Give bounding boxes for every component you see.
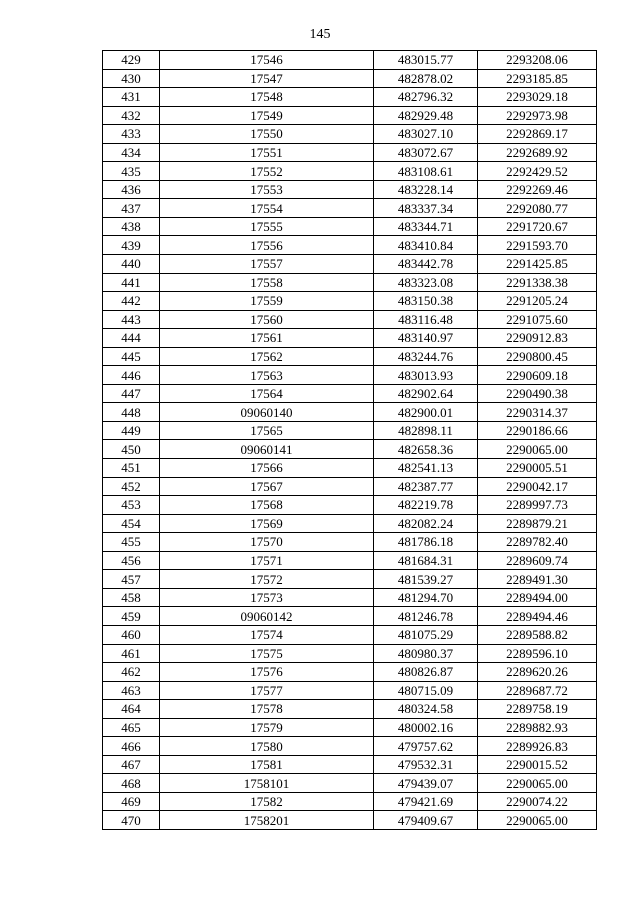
point-id-cell: 17578	[160, 700, 374, 719]
point-number-cell: 469	[103, 792, 160, 811]
point-number-cell: 461	[103, 644, 160, 663]
point-number-cell: 432	[103, 106, 160, 125]
x-coordinate-cell: 479409.67	[374, 811, 478, 830]
point-number-cell: 458	[103, 588, 160, 607]
point-number-cell: 449	[103, 421, 160, 440]
point-number-cell: 448	[103, 403, 160, 422]
point-id-cell: 17581	[160, 755, 374, 774]
point-id-cell: 17553	[160, 180, 374, 199]
x-coordinate-cell: 482900.01	[374, 403, 478, 422]
point-number-cell: 450	[103, 440, 160, 459]
x-coordinate-cell: 482902.64	[374, 384, 478, 403]
y-coordinate-cell: 2289758.19	[478, 700, 597, 719]
point-id-cell: 17564	[160, 384, 374, 403]
point-id-cell: 17565	[160, 421, 374, 440]
point-id-cell: 17575	[160, 644, 374, 663]
x-coordinate-cell: 483108.61	[374, 162, 478, 181]
y-coordinate-cell: 2290186.66	[478, 421, 597, 440]
table-row	[103, 217, 597, 236]
y-coordinate-cell: 2290314.37	[478, 403, 597, 422]
y-coordinate-cell: 2289926.83	[478, 737, 597, 756]
table-row	[103, 663, 597, 682]
point-number-cell: 435	[103, 162, 160, 181]
y-coordinate-cell: 2289882.93	[478, 718, 597, 737]
point-number-cell: 430	[103, 69, 160, 88]
table-row	[103, 681, 597, 700]
table-row	[103, 180, 597, 199]
point-id-cell: 17574	[160, 625, 374, 644]
point-id-cell: 17547	[160, 69, 374, 88]
y-coordinate-cell: 2289997.73	[478, 496, 597, 515]
point-id-cell: 17550	[160, 125, 374, 144]
point-number-cell: 463	[103, 681, 160, 700]
table-row	[103, 811, 597, 830]
table-row	[103, 329, 597, 348]
point-number-cell: 466	[103, 737, 160, 756]
point-id-cell: 17556	[160, 236, 374, 255]
point-number-cell: 468	[103, 774, 160, 793]
y-coordinate-cell: 2290609.18	[478, 366, 597, 385]
point-number-cell: 439	[103, 236, 160, 255]
point-id-cell: 09060142	[160, 607, 374, 626]
y-coordinate-cell: 2290005.51	[478, 459, 597, 478]
point-number-cell: 460	[103, 625, 160, 644]
point-id-cell: 17579	[160, 718, 374, 737]
point-id-cell: 17571	[160, 551, 374, 570]
x-coordinate-cell: 480826.87	[374, 663, 478, 682]
point-id-cell: 09060140	[160, 403, 374, 422]
y-coordinate-cell: 2291338.38	[478, 273, 597, 292]
x-coordinate-cell: 483027.10	[374, 125, 478, 144]
y-coordinate-cell: 2292080.77	[478, 199, 597, 218]
page-number: 145	[309, 27, 331, 42]
point-id-cell: 17554	[160, 199, 374, 218]
y-coordinate-cell: 2289491.30	[478, 570, 597, 589]
table-row	[103, 514, 597, 533]
table-row	[103, 125, 597, 144]
x-coordinate-cell: 483410.84	[374, 236, 478, 255]
x-coordinate-cell: 479421.69	[374, 792, 478, 811]
table-row	[103, 755, 597, 774]
point-id-cell: 17572	[160, 570, 374, 589]
table-row	[103, 366, 597, 385]
y-coordinate-cell: 2291075.60	[478, 310, 597, 329]
x-coordinate-cell: 479439.07	[374, 774, 478, 793]
point-id-cell: 17557	[160, 255, 374, 274]
point-number-cell: 454	[103, 514, 160, 533]
point-number-cell: 465	[103, 718, 160, 737]
x-coordinate-cell: 481246.78	[374, 607, 478, 626]
table-row	[103, 88, 597, 107]
x-coordinate-cell: 482541.13	[374, 459, 478, 478]
y-coordinate-cell: 2292269.46	[478, 180, 597, 199]
x-coordinate-cell: 483015.77	[374, 51, 478, 70]
x-coordinate-cell: 479532.31	[374, 755, 478, 774]
y-coordinate-cell: 2290065.00	[478, 774, 597, 793]
point-id-cell: 17573	[160, 588, 374, 607]
x-coordinate-cell: 483337.34	[374, 199, 478, 218]
point-number-cell: 447	[103, 384, 160, 403]
table-row	[103, 551, 597, 570]
x-coordinate-cell: 483072.67	[374, 143, 478, 162]
table-row	[103, 644, 597, 663]
x-coordinate-cell: 483116.48	[374, 310, 478, 329]
table-row	[103, 533, 597, 552]
point-number-cell: 431	[103, 88, 160, 107]
x-coordinate-cell: 481684.31	[374, 551, 478, 570]
y-coordinate-cell: 2291593.70	[478, 236, 597, 255]
x-coordinate-cell: 482898.11	[374, 421, 478, 440]
y-coordinate-cell: 2291205.24	[478, 292, 597, 311]
x-coordinate-cell: 482082.24	[374, 514, 478, 533]
x-coordinate-cell: 482929.48	[374, 106, 478, 125]
table-row	[103, 440, 597, 459]
y-coordinate-cell: 2290065.00	[478, 811, 597, 830]
table-row	[103, 292, 597, 311]
y-coordinate-cell: 2291425.85	[478, 255, 597, 274]
y-coordinate-cell: 2290065.00	[478, 440, 597, 459]
table-row	[103, 199, 597, 218]
point-number-cell: 451	[103, 459, 160, 478]
table-row	[103, 496, 597, 515]
point-id-cell: 17582	[160, 792, 374, 811]
point-id-cell: 17577	[160, 681, 374, 700]
table-row	[103, 477, 597, 496]
y-coordinate-cell: 2293208.06	[478, 51, 597, 70]
point-number-cell: 441	[103, 273, 160, 292]
x-coordinate-cell: 482878.02	[374, 69, 478, 88]
x-coordinate-cell: 483228.14	[374, 180, 478, 199]
x-coordinate-cell: 482658.36	[374, 440, 478, 459]
y-coordinate-cell: 2290042.17	[478, 477, 597, 496]
table-row	[103, 51, 597, 70]
point-id-cell: 09060141	[160, 440, 374, 459]
point-id-cell: 17546	[160, 51, 374, 70]
point-number-cell: 434	[103, 143, 160, 162]
point-number-cell: 433	[103, 125, 160, 144]
x-coordinate-cell: 483344.71	[374, 217, 478, 236]
table-row	[103, 310, 597, 329]
y-coordinate-cell: 2292429.52	[478, 162, 597, 181]
coordinates-table	[102, 50, 597, 830]
table-row	[103, 162, 597, 181]
table-row	[103, 718, 597, 737]
point-number-cell: 446	[103, 366, 160, 385]
point-number-cell: 457	[103, 570, 160, 589]
point-number-cell: 453	[103, 496, 160, 515]
point-id-cell: 17567	[160, 477, 374, 496]
y-coordinate-cell: 2289494.46	[478, 607, 597, 626]
point-number-cell: 456	[103, 551, 160, 570]
y-coordinate-cell: 2289588.82	[478, 625, 597, 644]
point-id-cell: 17566	[160, 459, 374, 478]
point-id-cell: 17560	[160, 310, 374, 329]
x-coordinate-cell: 481786.18	[374, 533, 478, 552]
y-coordinate-cell: 2292973.98	[478, 106, 597, 125]
point-number-cell: 444	[103, 329, 160, 348]
table-row	[103, 700, 597, 719]
x-coordinate-cell: 483150.38	[374, 292, 478, 311]
point-number-cell: 438	[103, 217, 160, 236]
point-number-cell: 445	[103, 347, 160, 366]
x-coordinate-cell: 480324.58	[374, 700, 478, 719]
point-id-cell: 17561	[160, 329, 374, 348]
x-coordinate-cell: 481294.70	[374, 588, 478, 607]
point-id-cell: 17563	[160, 366, 374, 385]
x-coordinate-cell: 483442.78	[374, 255, 478, 274]
table-row	[103, 792, 597, 811]
point-id-cell: 17580	[160, 737, 374, 756]
point-id-cell: 1758101	[160, 774, 374, 793]
x-coordinate-cell: 480715.09	[374, 681, 478, 700]
y-coordinate-cell: 2290074.22	[478, 792, 597, 811]
point-number-cell: 452	[103, 477, 160, 496]
x-coordinate-cell: 483140.97	[374, 329, 478, 348]
point-id-cell: 17549	[160, 106, 374, 125]
x-coordinate-cell: 481539.27	[374, 570, 478, 589]
table-row	[103, 143, 597, 162]
y-coordinate-cell: 2290015.52	[478, 755, 597, 774]
y-coordinate-cell: 2291720.67	[478, 217, 597, 236]
point-number-cell: 437	[103, 199, 160, 218]
x-coordinate-cell: 480980.37	[374, 644, 478, 663]
point-number-cell: 436	[103, 180, 160, 199]
table-body	[103, 51, 597, 830]
x-coordinate-cell: 483244.76	[374, 347, 478, 366]
point-id-cell: 17559	[160, 292, 374, 311]
x-coordinate-cell: 483323.08	[374, 273, 478, 292]
point-number-cell: 455	[103, 533, 160, 552]
table-row	[103, 607, 597, 626]
table-row	[103, 421, 597, 440]
point-id-cell: 17551	[160, 143, 374, 162]
point-number-cell: 467	[103, 755, 160, 774]
point-id-cell: 17569	[160, 514, 374, 533]
y-coordinate-cell: 2293185.85	[478, 69, 597, 88]
table-row	[103, 588, 597, 607]
point-number-cell: 470	[103, 811, 160, 830]
y-coordinate-cell: 2289879.21	[478, 514, 597, 533]
y-coordinate-cell: 2289609.74	[478, 551, 597, 570]
point-id-cell: 1758201	[160, 811, 374, 830]
table-row	[103, 255, 597, 274]
table-row	[103, 774, 597, 793]
table-row	[103, 625, 597, 644]
table-row	[103, 273, 597, 292]
table-row	[103, 459, 597, 478]
point-number-cell: 462	[103, 663, 160, 682]
y-coordinate-cell: 2292869.17	[478, 125, 597, 144]
table-row	[103, 384, 597, 403]
x-coordinate-cell: 479757.62	[374, 737, 478, 756]
point-number-cell: 464	[103, 700, 160, 719]
y-coordinate-cell: 2292689.92	[478, 143, 597, 162]
point-id-cell: 17555	[160, 217, 374, 236]
x-coordinate-cell: 482796.32	[374, 88, 478, 107]
point-number-cell: 443	[103, 310, 160, 329]
point-number-cell: 429	[103, 51, 160, 70]
table-row	[103, 403, 597, 422]
y-coordinate-cell: 2289782.40	[478, 533, 597, 552]
table-row	[103, 69, 597, 88]
y-coordinate-cell: 2290800.45	[478, 347, 597, 366]
point-id-cell: 17570	[160, 533, 374, 552]
table-row	[103, 236, 597, 255]
table-row	[103, 570, 597, 589]
point-id-cell: 17552	[160, 162, 374, 181]
y-coordinate-cell: 2289620.26	[478, 663, 597, 682]
x-coordinate-cell: 481075.29	[374, 625, 478, 644]
point-number-cell: 459	[103, 607, 160, 626]
y-coordinate-cell: 2293029.18	[478, 88, 597, 107]
table-row	[103, 106, 597, 125]
point-number-cell: 442	[103, 292, 160, 311]
x-coordinate-cell: 482219.78	[374, 496, 478, 515]
y-coordinate-cell: 2289596.10	[478, 644, 597, 663]
point-number-cell: 440	[103, 255, 160, 274]
point-id-cell: 17548	[160, 88, 374, 107]
y-coordinate-cell: 2289494.00	[478, 588, 597, 607]
y-coordinate-cell: 2290490.38	[478, 384, 597, 403]
point-id-cell: 17576	[160, 663, 374, 682]
y-coordinate-cell: 2290912.83	[478, 329, 597, 348]
x-coordinate-cell: 482387.77	[374, 477, 478, 496]
table-row	[103, 347, 597, 366]
x-coordinate-cell: 480002.16	[374, 718, 478, 737]
point-id-cell: 17568	[160, 496, 374, 515]
point-id-cell: 17562	[160, 347, 374, 366]
point-id-cell: 17558	[160, 273, 374, 292]
table-row	[103, 737, 597, 756]
y-coordinate-cell: 2289687.72	[478, 681, 597, 700]
x-coordinate-cell: 483013.93	[374, 366, 478, 385]
